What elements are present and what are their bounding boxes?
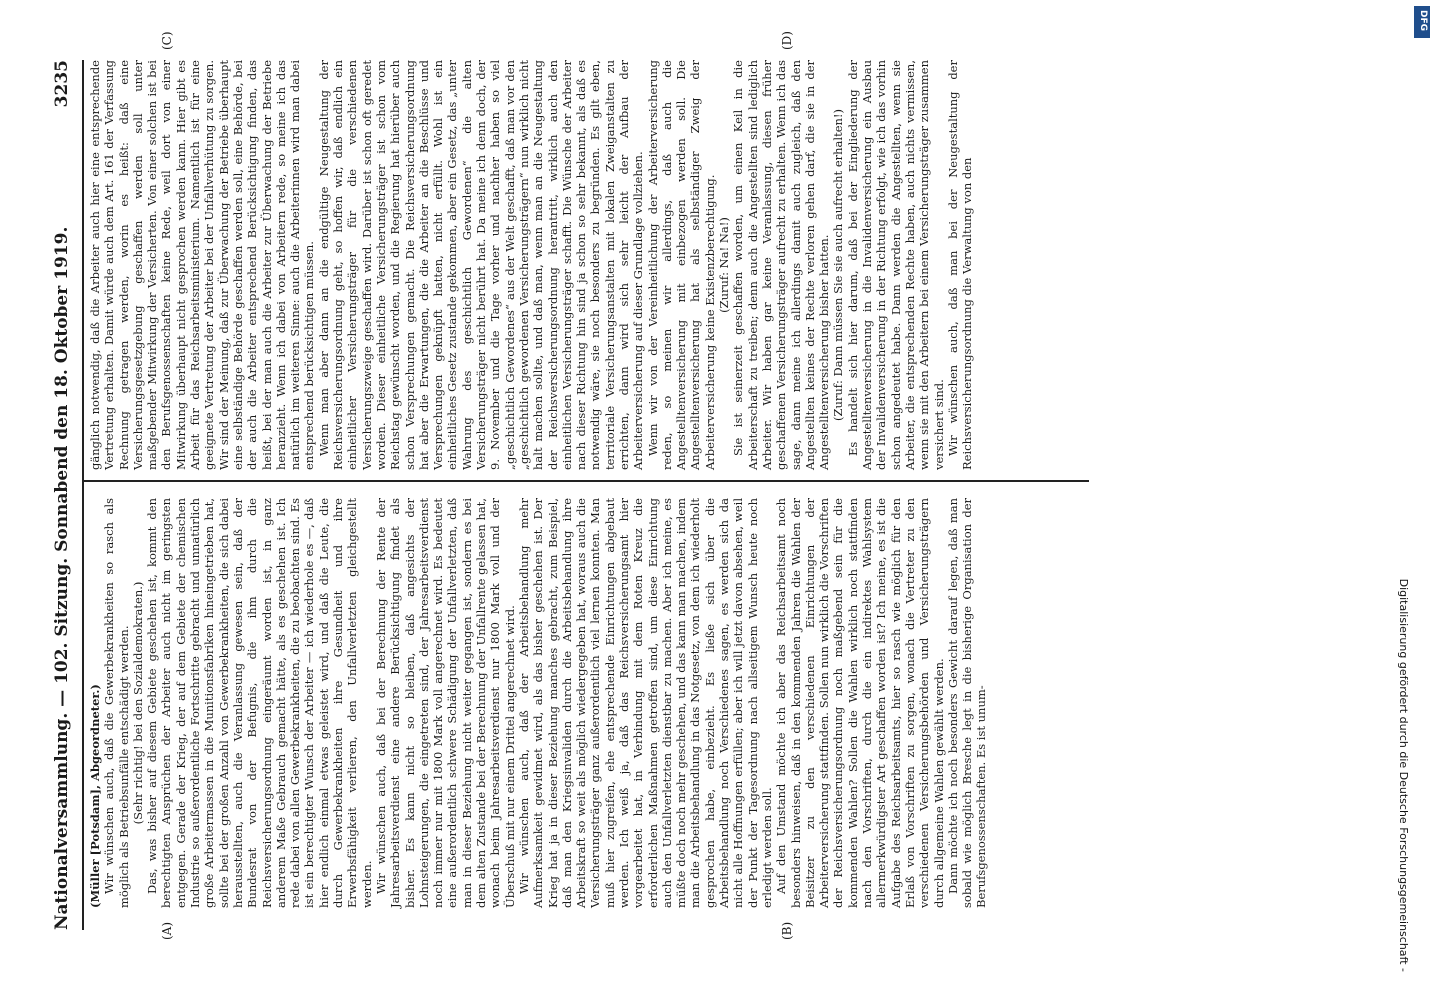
dfg-logo [1414,6,1430,38]
interjection: (Zuruf: Dann müssen Sie sie auch aufrecht erhalten!) [831,108,846,422]
paragraph: Dann möchte ich noch besonders Gewicht darauf legen, daß man sobald wie möglich Bresche legt in die bisherige Organisation der Berufsgenossenschaften. Es ist unum- [945,498,989,908]
column-right [88,60,974,470]
page-number: 3235 [52,60,72,108]
paragraph: Wir wünschen auch, daß der Arbeitsbehandlung mehr Aufmerksamkeit gewidmet wird, als das bisher geschehen ist. Der Krieg hat ja in dieser Beziehung manches gebracht, zum Beispiel, daß man den Kriegsinvaliden durch die Arbeitsbehandlung ihre Arbeitskraft so weit als möglich wiedergegeben hat, woraus auch die Versicherungsträger ganz außerordentlich viel lernen konnten. Man muß hier zugreifen, ehe entsprechende Einrichtungen abgebaut werden. Ich weiß ja, daß das Reichsversicherungsamt hier vorgearbeitet hat, in Verbindung mit dem Roten Kreuz die erforderlichen Maßnahmen getroffen sind, um diese Einrichtung auch den Unfallverletzten dienstbar zu machen. Aber ich meine, es müßte doch noch mehr geschehen, und das kann man machen, indem man die Arbeitsbehandlung in das Notgesetz, von dem ich wiederholt gesprochen habe, einbezieht. Es ließe sich über die Arbeitsbehandlung noch Verschiedenes sagen, es werden sich da nicht alle Hoffnungen erfüllen; aber ich will jetzt davon absehen, weil der Punkt der Tagesordnung nach allseitigem Wunsch heute noch erledigt werden soll. [516,498,774,908]
margin-marker-b: (B) [780,921,794,940]
digitization-credit [1392,32,1422,972]
digitization-text: Digitalisierung gefördert durch die Deutsche Forschungsgemeinschaft - [1397,578,1410,972]
page-header [52,60,76,930]
dfg-logo-text: DFG [1418,10,1428,32]
paragraph: Sie ist seinerzeit geschaffen worden, um einen Keil in die Arbeiterschaft zu treiben; denn auch die Angestellten sind lediglich Arbeiter. Wir haben gar keine Veranlassung, diesen früher geschaffenen Versicherungsträger aufrecht zu erhalten. Wenn ich das sage, dann meine ich allerdings damit auch zugleich, daß den Angestellten keines der Rechte verloren gehen darf, die sie in der Angestelltenversicherung bisher hatten. [731,60,832,470]
paragraph: Auf den Umstand möchte ich aber das Reichsarbeitsamt noch besonders hinweisen, daß in den kommenden Jahren die Wahlen der Beisitzer zu den verschiedenen Einrichtungen der Arbeiterversicherung stattfinden. Sollen nun wirklich die Vorschriften der Reichsversicherungsordnung noch maßgebend sein für die kommenden Wahlen? Sollen die Wahlen wirklich noch stattfinden nach den Vorschriften, durch die ein indirektes Wahlsystem allermerkwürdigster Art geschaffen worden ist? Ich meine, es ist die Aufgabe des Reichsarbeitsamts, hier so rasch wie möglich für den Erlaß von Vorschriften zu sorgen, wonach die Vertreter zu den verschiedenen Versicherungsbehörden und Versicherungsträgern durch allgemeine Wahlen gewählt werden. [774,498,946,908]
margin-marker-c: (C) [160,31,174,50]
header-title: Nationalversammlung. — 102. Sitzung. Sonnabend den 18. Oktober 1919. [52,226,72,930]
header-rule [82,60,84,930]
paragraph: Wenn wir von der Vereinheitlichung der Arbeiterversicherung reden, so meinen wir allerdings, daß auch die Angestelltenversicherung mit einbezogen werden soll. Die Angestelltenversicherung hat als selbständiger Zweig der Arbeiterversicherung keine Existenzberechtigung. [645,60,717,470]
paragraph: Wir wünschen auch, daß man bei der Neugestaltung der Reichsversicherungsordnung die Verwaltung von den [945,60,975,470]
column-left [88,498,989,908]
speaker-label: (Müller [Potsdam], Abgeordneter.) [88,684,102,908]
margin-marker-d: (D) [780,31,794,50]
interjection: (Zuruf: Na! Na!) [717,217,732,313]
paragraph: Wenn man aber dann an die endgültige Neugestaltung der Reichsversicherungsordnung geht, so hoffen wir, daß endlich ein einheitlicher Versicherungsträger für die verschiedenen Versicherungszweige geschaffen wird. Darüber ist schon oft geredet worden. Dieser einheitliche Versicherungsträger ist schon vom Reichstag gewünscht worden, und die Regierung hat hierüber auch schon Versprechungen gemacht. Die Reichsversicherungsordnung hat aber die Erwartungen, die die Arbeiter an die Beschlüsse und Versprechungen geknüpft hatten, nicht erfüllt. Wohl ist ein einheitliches Gesetz zustande gekommen, aber ein Gesetz, das „unter Wahrung des geschichtlich Gewordenen“ die alten Versicherungsträger nicht berührt hat. Da meine ich denn doch, der 9. November und die Tage vorher und nachher haben so viel „geschichtlich Gewordenes“ aus der Welt geschafft, daß man vor den „geschichtlich gewordenen Versicherungsträgern“ nun wirklich nicht halt machen sollte, und daß man, wenn man an die Neugestaltung der Reichsversicherungsordnung herantritt, wirklich auch den einheitlichen Versicherungsträger schafft. Die Wünsche der Arbeiter nach dieser Richtung hin sind ja schon so sehr bekannt, als daß es notwendig wäre, sie noch besonders zu begründen. Es gilt eben, territoriale Versicherungsanstalten mit lokalen Zweiganstalten zu errichten, dann wird sich sehr leicht der Aufbau der Arbeiterversicherung auf dieser Grundlage vollziehen. [316,60,646,470]
interjection: (Sehr richtig! bei den Sozialdemokraten.) [130,581,145,825]
paragraph: gänglich notwendig, daß die Arbeiter auch hier eine entsprechende Vertretung erhalten. Damit würde auch dem Art. 161 der Verfassung Rechnung getragen werden, worin es heißt: daß eine Versicherungsgesetzgebung geschaffen werden soll unter maßgebender Mitwirkung der Versicherten. Von einer solchen ist bei den Berufsgenossenschaften keine Rede, weil dort von einer Mitwirkung überhaupt nicht gesprochen werden kann. Hier gibt es Arbeit für das Reichsarbeitsministerium. Namentlich ist für eine geeignete Vertretung der Arbeiter bei der Unfallverhütung zu sorgen. Wir sind der Meinung, daß zur Überwachung der Betriebe überhaupt eine selbständige Behörde geschaffen werden soll, eine Behörde, bei der auch die Arbeiter entsprechend Berücksichtigung finden, das heißt, bei der man auch die Arbeiter zur Überwachung der Betriebe heranzieht. Wenn ich dabei von Arbeitern rede, so meine ich das natürlich im weiteren Sinne: auch die Arbeiterinnen wird man dabei entsprechend berücksichtigen müssen. [88,60,317,470]
margin-marker-a: (A) [160,921,174,940]
paragraph: Wir wünschen auch, daß bei der Berechnung der Rente der Jahresarbeitsverdienst eine andere Berücksichtigung findet als bisher. Es kann nicht so bleiben, daß angesichts der Lohnsteigerungen, die eingetreten sind, der Jahresarbeitsverdienst noch immer nur mit 1800 Mark voll angerechnet wird. Es bedeutet eine außerordentlich schwere Schädigung der Unfallverletzten, daß man in dieser Beziehung nicht weiter gegangen ist, sondern es bei dem alten Zustande bei der Berechnung der Unfallrente gelassen hat, wonach beim Jahresarbeitsverdienst nur 1800 Mark voll und der Überschuß mit nur einem Drittel angerechnet wird. [373,498,517,908]
paragraph: Das, was bisher auf diesem Gebiete geschehen ist, kommt den berechtigten Ansprüchen der Arbeiter auch nicht im geringsten entgegen. Gerade der Krieg, der auf dem Gebiete der chemischen Industrie so außerordentliche Fortschritte gebracht und unnatürlich große Arbeitermassen in die Munitionsfabriken hineingetrieben hat, sollte bei der großen Anzahl von Gewerbekrankheiten, die sich dabei herausstellten, auch die Veranlassung gewesen sein, daß der Bundesrat von der Befugnis, die ihm durch die Reichsversicherungsordnung eingeräumt worden ist, in ganz anderem Maße Gebrauch gemacht hätte, als es geschehen ist. Ich rede dabei von allen Gewerbekrankheiten, die zu beobachten sind. Es ist ein berechtigter Wunsch der Arbeiter — ich wiederhole es —, daß hier endlich einmal etwas geleistet wird, und daß die Leute, die durch Gewerbekrankheiten ihre Gesundheit und ihre Erwerbsfähigkeit verlieren, den Unfallverletzten gleichgestellt werden. [145,498,374,908]
paragraph: Wir wünschen auch, daß die Gewerbekrankheiten so rasch als möglich als Betriebsunfälle entschädigt werden. [102,498,131,908]
column-divider [84,480,1089,482]
paragraph: Es handelt sich hier darum, daß bei der Eingliederung der Angestelltenversicherung in die Invalidenversicherung ein Ausbau der Invalidenversicherung in der Richtung erfolgt, wie ich das vorhin schon angedeutet habe. Dann werden die Angestellten, wenn sie Arbeiter, die entsprechenden Rechte haben, auch nichts vermissen, wenn sie mit den Arbeitern bei einem Versicherungsträger zusammen versichert sind. [845,60,946,470]
